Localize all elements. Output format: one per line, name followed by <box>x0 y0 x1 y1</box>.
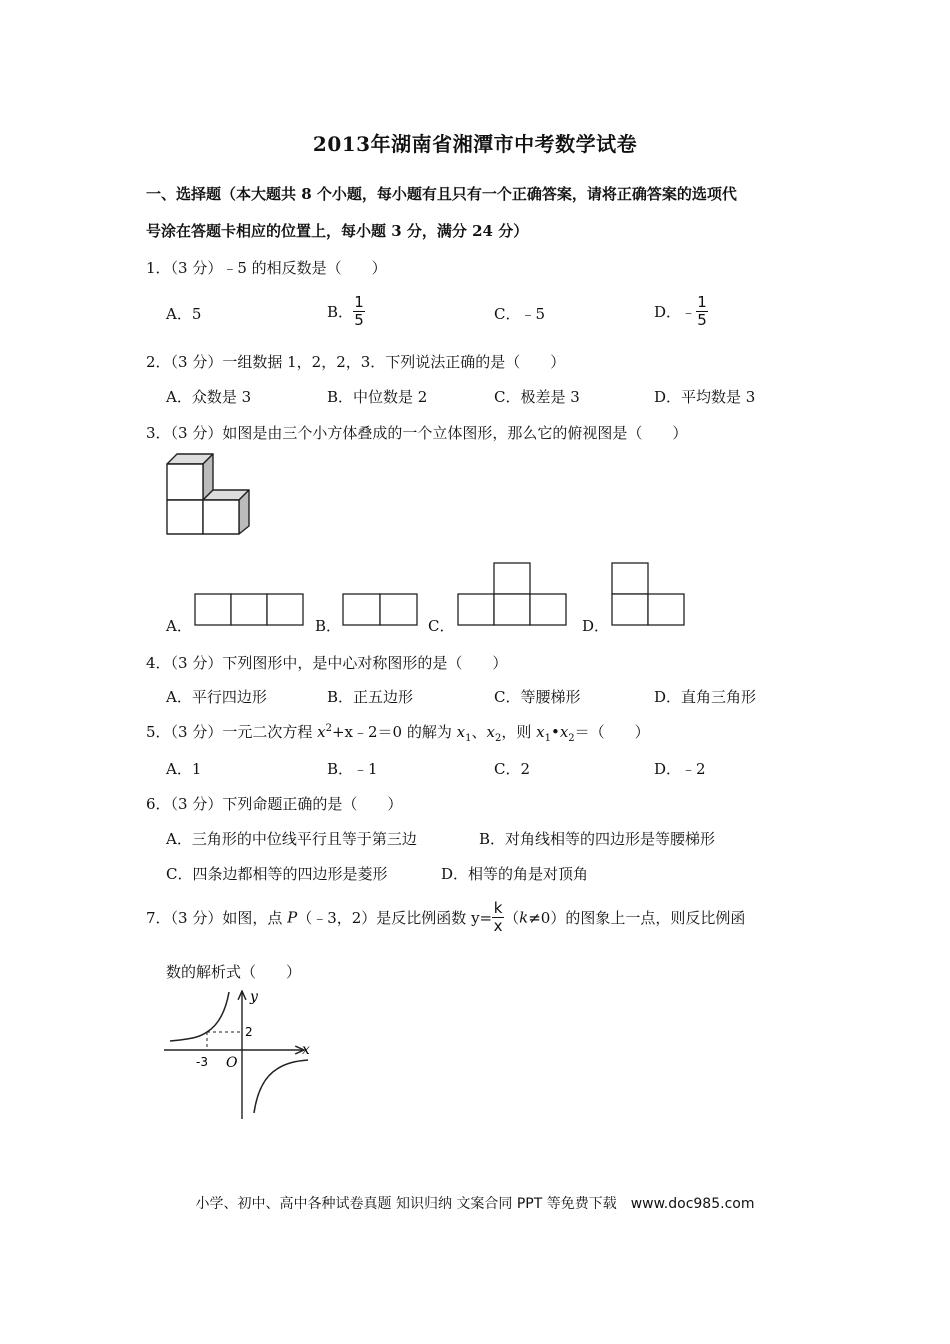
tick-label-y: 2 <box>245 1025 253 1039</box>
question-5-option-c: C．2 <box>494 760 531 778</box>
then-text: ，则 <box>501 723 537 741</box>
question-2-stem: 2．（3 分）一组数据 1，2，2，3．下列说法正确的是（ ） <box>146 353 566 371</box>
question-2-option-c: C．极差是 3 <box>494 388 580 406</box>
hyperbola-branch-lower-right <box>254 1060 308 1113</box>
stem-end: ＝（ ） <box>574 723 650 741</box>
x-axis-label: x <box>302 1042 310 1058</box>
point-coords: （﹣3，2）是反比例函数 y= <box>297 909 493 927</box>
question-2-option-d: D．平均数是 3 <box>654 388 756 406</box>
option-c-t-shape <box>457 562 569 628</box>
question-4-option-a: A．平行四边形 <box>166 688 267 706</box>
fraction-one-fifth <box>696 294 708 329</box>
fraction-denominator: 5 <box>354 311 364 329</box>
question-1-option-b <box>327 294 365 329</box>
question-3-option-d: D． <box>582 617 610 635</box>
subscript: 2 <box>568 733 575 744</box>
var-x2: x <box>559 723 569 741</box>
subscript: 1 <box>544 733 551 744</box>
var-x2: x <box>486 723 495 741</box>
question-1-stem: 1．（3 分）﹣5 的相反数是（ ） <box>146 259 387 277</box>
question-3-option-b: B． <box>315 617 342 635</box>
var-k: k <box>519 908 529 927</box>
question-6-option-c: C．四条边都相等的四边形是菱形 <box>166 865 388 883</box>
fraction-denominator: 5 <box>697 311 707 329</box>
fraction-denominator: x <box>493 917 503 935</box>
question-4-stem: 4．（3 分）下列图形中，是中心对称图形的是（ ） <box>146 654 508 672</box>
y-axis-label: y <box>250 989 258 1005</box>
product-dot: • <box>550 723 560 741</box>
page-title: 2013年湖南省湘潭市中考数学试卷 <box>312 132 638 156</box>
question-1-option-a: A．5 <box>166 305 202 323</box>
question-6-stem: 6．（3 分）下列命题正确的是（ ） <box>146 795 403 813</box>
origin-label: O <box>226 1055 238 1071</box>
minus-sign: ﹣ <box>681 303 697 321</box>
stem-prefix: 5．（3 分）一元二次方程 <box>146 723 318 741</box>
option-a-three-squares <box>194 593 306 627</box>
question-5-stem <box>146 721 650 744</box>
question-3-option-c: C． <box>428 617 455 635</box>
section-heading-line2: 号涂在答题卡相应的位置上，每小题 3 分，满分 24 分） <box>146 222 529 240</box>
question-2-option-a: A．众数是 3 <box>166 388 252 406</box>
question-7-stem <box>146 900 745 935</box>
question-6-option-d: D．相等的角是对顶角 <box>441 865 589 883</box>
question-3-stem: 3．（3 分）如图是由三个小方体叠成的一个立体图形，那么它的俯视图是（ ） <box>146 424 688 442</box>
fraction-numerator: 1 <box>697 293 707 311</box>
var-x1: x <box>536 723 545 741</box>
question-1-option-d <box>654 294 708 329</box>
fraction-numerator: 1 <box>354 293 364 311</box>
question-2-option-b: B．中位数是 2 <box>327 388 428 406</box>
question-6-option-b: B．对角线相等的四边形是等腰梯形 <box>479 830 716 848</box>
question-3-option-a: A． <box>166 617 192 635</box>
fraction-k-over-x <box>492 900 504 935</box>
question-5-option-b: B．﹣1 <box>327 760 378 778</box>
option-d-l-shape <box>611 562 687 628</box>
fraction-numerator: k <box>493 899 503 917</box>
fraction-one-fifth <box>353 294 365 329</box>
hyperbola-graph <box>162 987 322 1122</box>
question-4-option-c: C．等腰梯形 <box>494 688 581 706</box>
tick-label-x: -3 <box>196 1055 208 1069</box>
question-6-option-a: A．三角形的中位线平行且等于第三边 <box>166 830 417 848</box>
var-x1: x <box>456 723 466 741</box>
option-b-two-squares <box>342 593 420 627</box>
condition-open: （ <box>504 909 520 927</box>
exponent: 2 <box>325 723 332 734</box>
stacked-cubes-figure <box>160 450 255 540</box>
subscript: 2 <box>494 733 502 744</box>
question-5-option-a: A．1 <box>166 760 202 778</box>
stem-prefix: 7．（3 分）如图，点 <box>146 909 288 927</box>
page-footer: 小学、初中、高中各种试卷真题 知识归纳 文案合同 PPT 等免费下载 www.doc985.com <box>195 1196 755 1212</box>
condition-rest: ≠0）的图象上一点，则反比例函 <box>528 909 746 927</box>
var-x: x <box>317 723 326 741</box>
question-4-option-d: D．直角三角形 <box>654 688 757 706</box>
question-4-option-b: B．正五边形 <box>327 688 414 706</box>
question-1-option-c: C．﹣5 <box>494 305 546 323</box>
subscript: 1 <box>465 733 472 744</box>
question-7-stem-line2: 数的解析式（ ） <box>166 963 302 981</box>
question-5-option-d: D．﹣2 <box>654 760 706 778</box>
point-p: P <box>287 908 298 927</box>
option-b-label: B． <box>327 303 354 321</box>
option-d-label: D． <box>654 303 682 321</box>
section-heading-line1: 一、选择题（本大题共 8 个小题，每小题有且只有一个正确答案，请将正确答案的选项代 <box>146 185 737 203</box>
separator: 、 <box>471 723 487 741</box>
equation-rest: +x﹣2＝0 的解为 <box>331 723 457 741</box>
hyperbola-branch-upper-left <box>170 992 229 1041</box>
